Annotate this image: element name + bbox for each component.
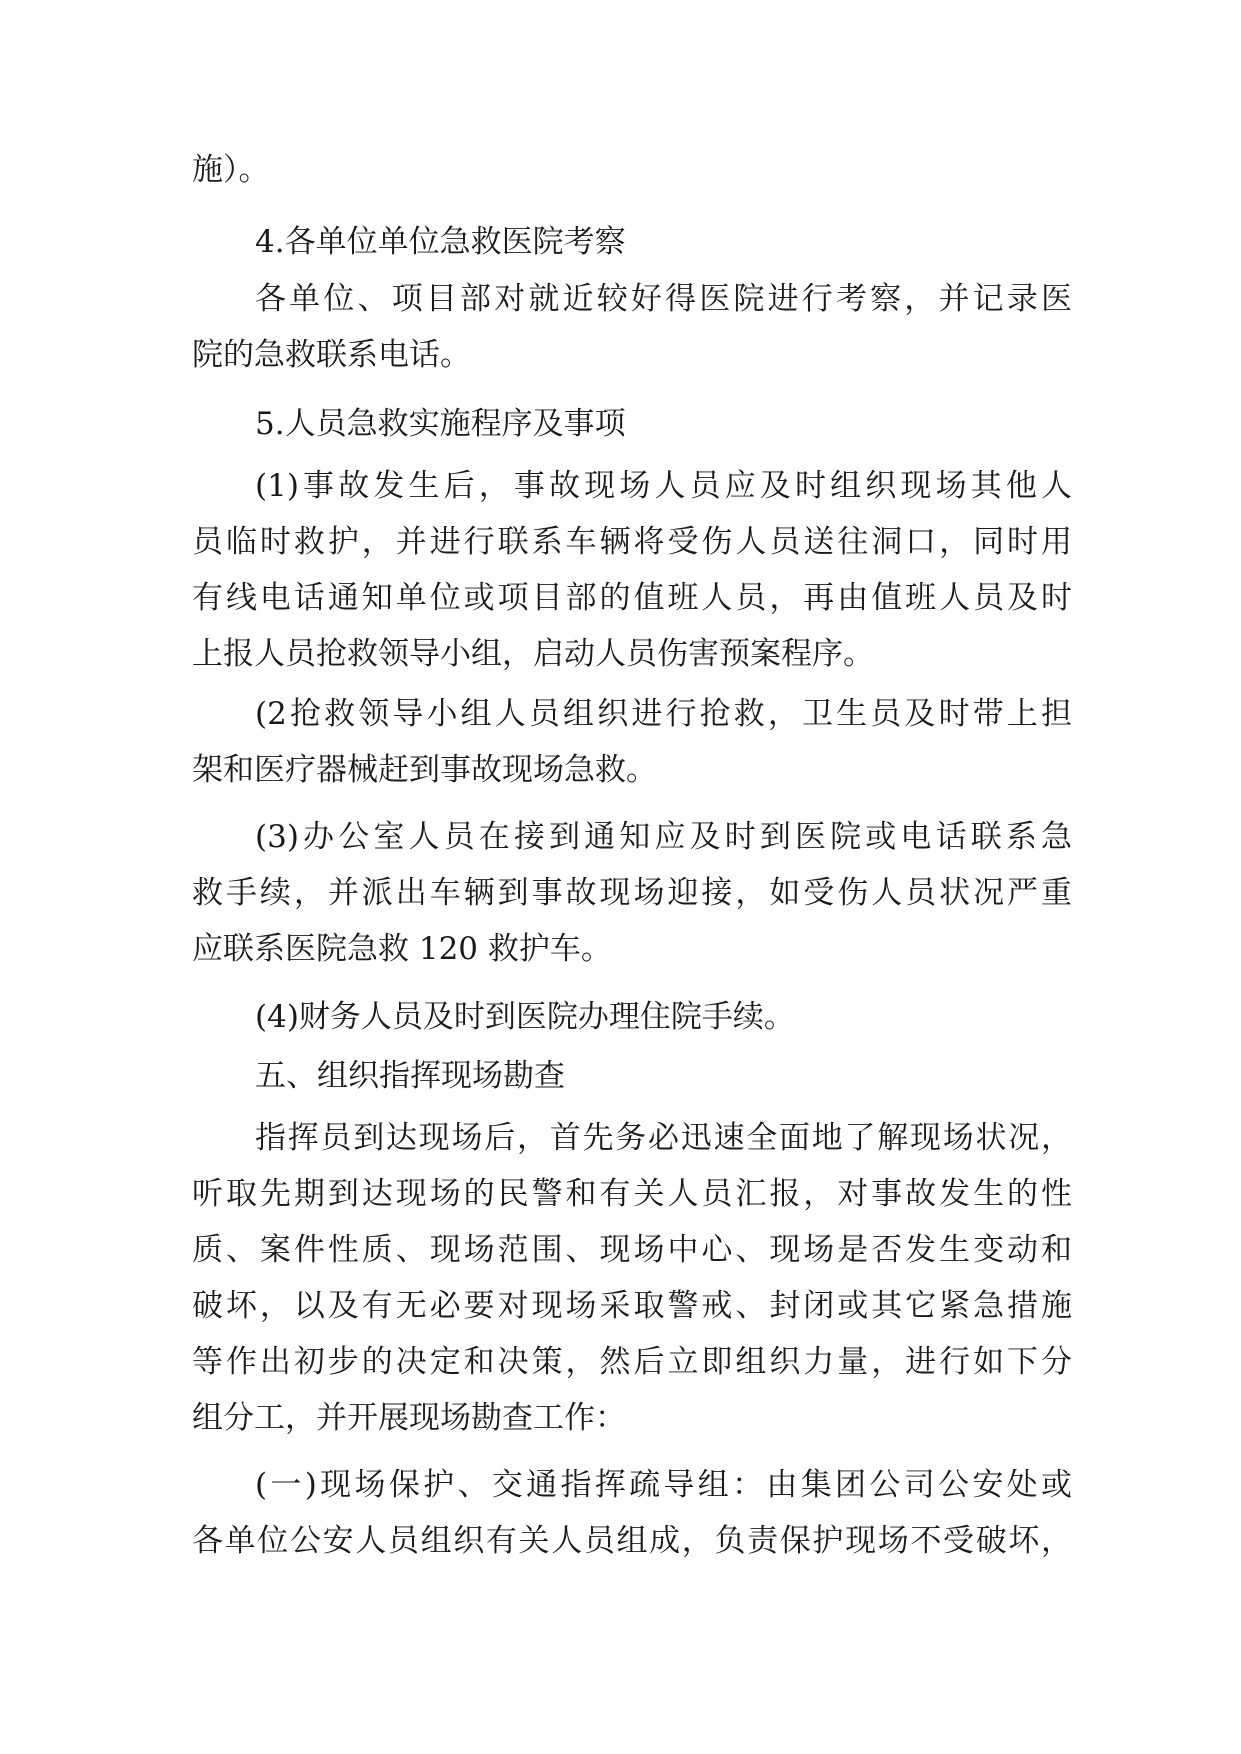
text-line: (1)事故发生后，事故现场人员应及时组织现场其他人 — [255, 468, 1072, 504]
text-line: 应联系医院急救 120 救护车。 — [192, 931, 612, 967]
text-line: 有线电话通知单位或项目部的值班人员，再由值班人员及时 — [192, 580, 1072, 616]
text-line: 院的急救联系电话。 — [192, 337, 471, 373]
text-line: 指挥员到达现场后，首先务必迅速全面地了解现场状况， — [255, 1120, 1072, 1156]
section-heading: 5.人员急救实施程序及事项 — [255, 406, 626, 442]
text-line: 员临时救护，并进行联系车辆将受伤人员送往洞口，同时用 — [192, 524, 1072, 560]
text-line: 听取先期到达现场的民警和有关人员汇报，对事故发生的性 — [192, 1176, 1072, 1212]
text-line: 上报人员抢救领导小组，启动人员伤害预案程序。 — [192, 636, 874, 672]
text-line: 施）。 — [192, 152, 270, 188]
text-line: (4)财务人员及时到医院办理住院手续。 — [255, 999, 795, 1035]
text-line: 质、案件性质、现场范围、现场中心、现场是否发生变动和 — [192, 1232, 1072, 1268]
section-heading: 五、组织指挥现场勘查 — [255, 1058, 565, 1094]
text-line: 破坏，以及有无必要对现场采取警戒、封闭或其它紧急措施 — [192, 1288, 1072, 1324]
text-line: 组分工，并开展现场勘查工作： — [192, 1400, 626, 1436]
text-line: 等作出初步的决定和决策，然后立即组织力量，进行如下分 — [192, 1344, 1072, 1380]
section-heading: 4.各单位单位急救医院考察 — [255, 224, 626, 260]
text-line: 架和医疗器械赶到事故现场急救。 — [192, 752, 657, 788]
text-line: (3)办公室人员在接到通知应及时到医院或电话联系急 — [255, 819, 1072, 855]
text-line: 各单位公安人员组织有关人员组成，负责保护现场不受破坏， — [192, 1523, 1072, 1559]
text-line: (2抢救领导小组人员组织进行抢救，卫生员及时带上担 — [255, 696, 1072, 732]
text-line: 救手续，并派出车辆到事故现场迎接，如受伤人员状况严重 — [192, 875, 1072, 911]
text-line: 各单位、项目部对就近较好得医院进行考察，并记录医 — [255, 281, 1072, 317]
text-line: (一)现场保护、交通指挥疏导组：由集团公司公安处或 — [255, 1467, 1072, 1503]
